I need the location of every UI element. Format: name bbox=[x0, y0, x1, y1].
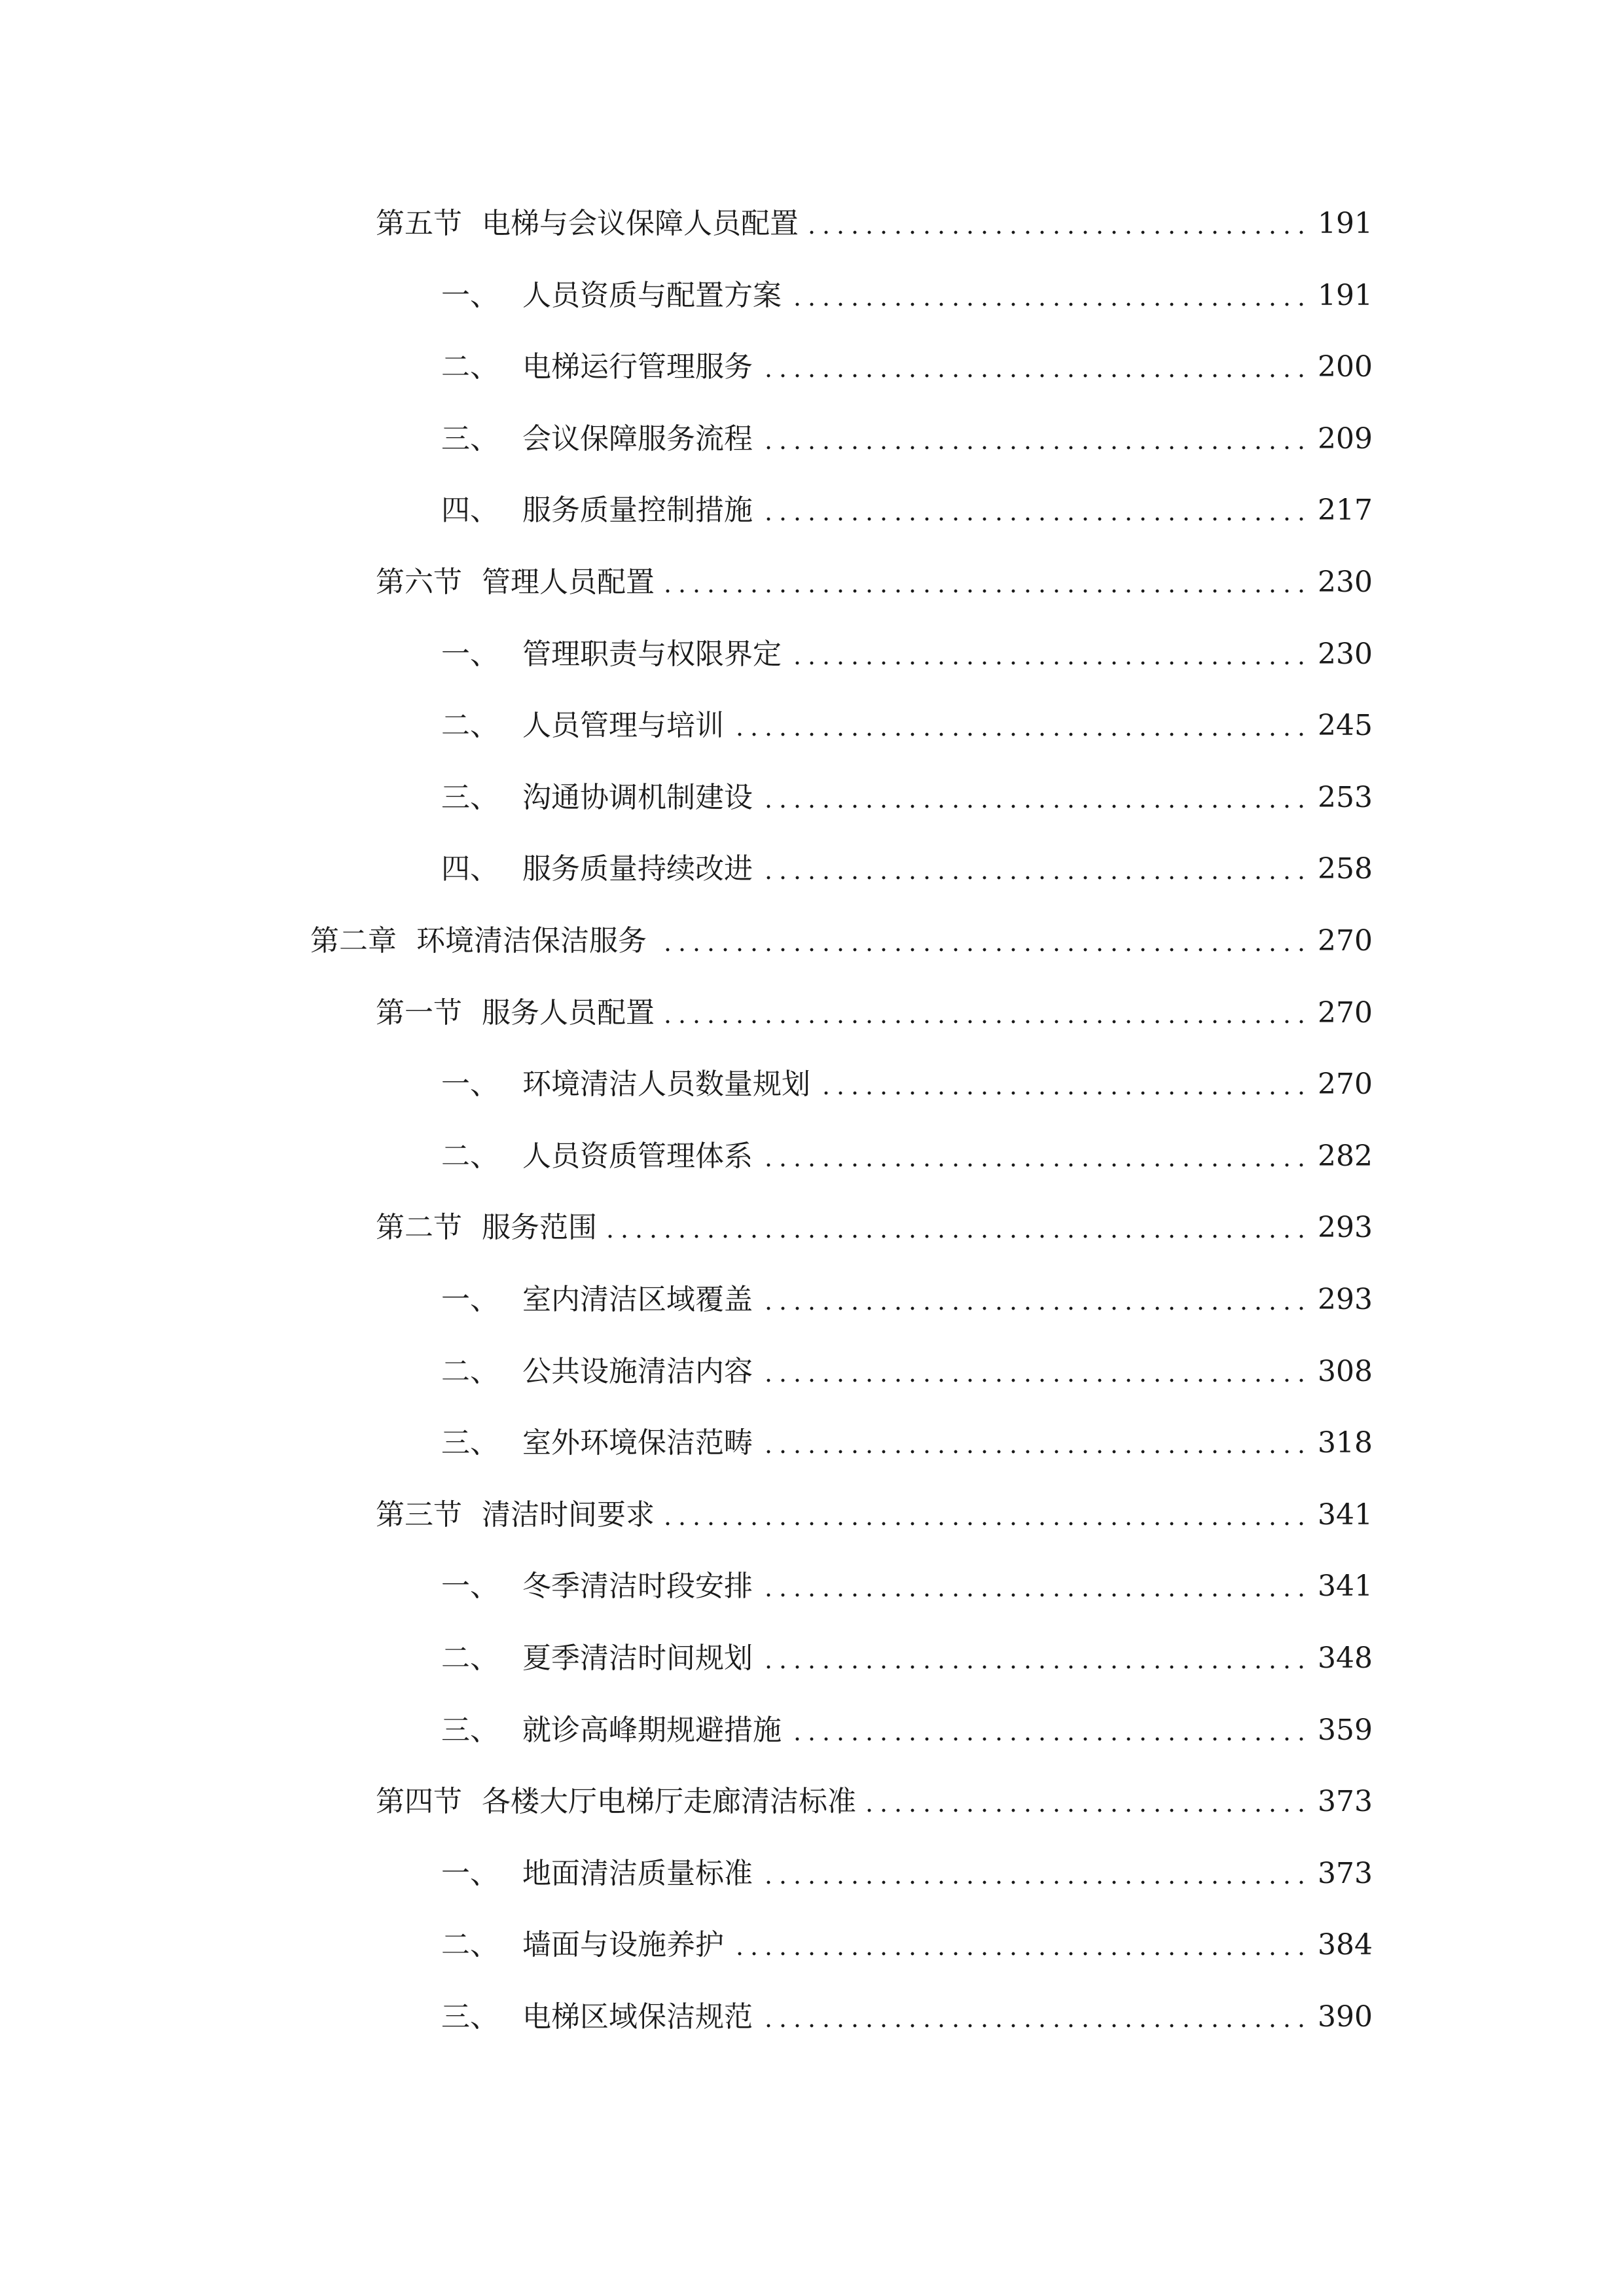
toc-entry[interactable] bbox=[441, 1624, 1373, 1677]
toc-entry-number: 第五节 bbox=[376, 207, 462, 240]
dot-leader bbox=[762, 1593, 1308, 1597]
toc-entry[interactable] bbox=[441, 1552, 1373, 1605]
toc-entry-title: 电梯运行管理服务 bbox=[522, 350, 753, 384]
toc-entry-page-number: 270 bbox=[1318, 924, 1373, 958]
toc-entry[interactable] bbox=[441, 1840, 1373, 1892]
toc-entry-title: 沟通协调机制建设 bbox=[522, 780, 753, 814]
toc-entry-page-number: 318 bbox=[1318, 1426, 1373, 1460]
toc-entry-page-number: 282 bbox=[1318, 1139, 1373, 1173]
toc-entry-page-number: 217 bbox=[1318, 493, 1373, 528]
toc-entry-page-number: 258 bbox=[1318, 852, 1373, 886]
toc-entry-number: 一、 bbox=[441, 637, 499, 671]
toc-entry-page-number: 373 bbox=[1318, 1856, 1373, 1890]
toc-entry-number: 第三节 bbox=[376, 1498, 462, 1532]
toc-entry-title: 会议保障服务流程 bbox=[522, 422, 753, 456]
toc-entry[interactable] bbox=[441, 1338, 1373, 1390]
dot-leader bbox=[664, 1522, 1308, 1526]
toc-entry-title: 服务范围 bbox=[482, 1211, 597, 1245]
toc-entry-title: 电梯区域保洁规范 bbox=[522, 2000, 753, 2034]
dot-leader bbox=[733, 1952, 1308, 1956]
dot-leader bbox=[656, 948, 1308, 952]
toc-entry-page-number: 341 bbox=[1318, 1498, 1373, 1532]
toc-entry[interactable] bbox=[441, 405, 1373, 457]
dot-leader bbox=[762, 1163, 1308, 1167]
toc-entry-title: 服务人员配置 bbox=[482, 996, 655, 1030]
toc-entry-page-number: 293 bbox=[1318, 1211, 1373, 1245]
toc-entry-number: 一、 bbox=[441, 1856, 499, 1890]
toc-entry-number: 二、 bbox=[441, 1354, 499, 1388]
toc-entry-page-number: 253 bbox=[1318, 780, 1373, 814]
toc-entry-title: 地面清洁质量标准 bbox=[522, 1856, 753, 1890]
dot-leader bbox=[791, 661, 1308, 665]
dot-leader bbox=[865, 1808, 1308, 1812]
toc-entry-number: 第一节 bbox=[376, 996, 462, 1030]
toc-entry-title: 环境清洁保洁服务 bbox=[416, 924, 647, 958]
dot-leader bbox=[606, 1234, 1308, 1238]
toc-entry-title: 人员资质与配置方案 bbox=[522, 278, 782, 312]
toc-entry-page-number: 384 bbox=[1318, 1928, 1373, 1962]
toc-entry-title: 冬季清洁时段安排 bbox=[522, 1570, 753, 1604]
toc-entry[interactable] bbox=[441, 1122, 1373, 1175]
toc-entry-page-number: 200 bbox=[1318, 350, 1373, 384]
toc-entry[interactable] bbox=[441, 1983, 1373, 2036]
toc-entry-number: 二、 bbox=[441, 350, 499, 384]
toc-entry[interactable] bbox=[441, 1911, 1373, 1964]
toc-entry[interactable] bbox=[376, 1481, 1373, 1534]
toc-entry[interactable] bbox=[441, 1050, 1373, 1103]
toc-entry-page-number: 230 bbox=[1318, 565, 1373, 599]
toc-entry-number: 四、 bbox=[441, 852, 499, 886]
toc-entry[interactable] bbox=[376, 190, 1373, 242]
toc-entry[interactable] bbox=[310, 907, 1373, 960]
toc-entry-number: 一、 bbox=[441, 1570, 499, 1604]
toc-entry[interactable] bbox=[376, 979, 1373, 1031]
toc-entry[interactable] bbox=[376, 548, 1373, 601]
toc-entry-title: 人员资质管理体系 bbox=[522, 1139, 753, 1173]
dot-leader bbox=[762, 374, 1308, 378]
toc-entry-title: 服务质量持续改进 bbox=[522, 852, 753, 886]
dot-leader bbox=[762, 1450, 1308, 1454]
toc-entry-title: 服务质量控制措施 bbox=[522, 493, 753, 528]
toc-entry-title: 电梯与会议保障人员配置 bbox=[482, 207, 799, 240]
toc-entry[interactable] bbox=[441, 835, 1373, 888]
toc-entry-title: 环境清洁人员数量规划 bbox=[522, 1067, 810, 1102]
toc-entry-title: 就诊高峰期规避措施 bbox=[522, 1713, 782, 1747]
toc-entry[interactable] bbox=[376, 1768, 1373, 1820]
toc-entry-title: 夏季清洁时间规划 bbox=[522, 1641, 753, 1675]
toc-entry[interactable] bbox=[441, 620, 1373, 673]
toc-entry-number: 二、 bbox=[441, 1641, 499, 1675]
toc-entry-number: 三、 bbox=[441, 1426, 499, 1460]
toc-entry-title: 管理人员配置 bbox=[482, 565, 655, 599]
toc-entry-title: 管理职责与权限界定 bbox=[522, 637, 782, 671]
toc-entry-number: 二、 bbox=[441, 1928, 499, 1962]
toc-entry-number: 第四节 bbox=[376, 1785, 462, 1819]
dot-leader bbox=[762, 876, 1308, 880]
dot-leader bbox=[762, 1880, 1308, 1884]
toc-entry-page-number: 230 bbox=[1318, 637, 1373, 671]
toc-entry-page-number: 191 bbox=[1318, 278, 1373, 312]
toc-entry-number: 第二章 bbox=[310, 924, 397, 958]
dot-leader bbox=[762, 2024, 1308, 2028]
dot-leader bbox=[762, 1306, 1308, 1310]
toc-entry-page-number: 390 bbox=[1318, 2000, 1373, 2034]
toc-entry-number: 二、 bbox=[441, 1139, 499, 1173]
toc-entry-number: 一、 bbox=[441, 1067, 499, 1102]
toc-entry-title: 人员管理与培训 bbox=[522, 709, 724, 743]
toc-entry-number: 二、 bbox=[441, 709, 499, 743]
toc-entry-page-number: 341 bbox=[1318, 1570, 1373, 1604]
toc-entry[interactable] bbox=[441, 262, 1373, 314]
toc-entry-title: 室内清洁区域覆盖 bbox=[522, 1283, 753, 1316]
toc-entry[interactable] bbox=[376, 1194, 1373, 1246]
toc-entry-number: 一、 bbox=[441, 1283, 499, 1316]
dot-leader bbox=[808, 230, 1308, 234]
dot-leader bbox=[762, 517, 1308, 521]
toc-entry-number: 三、 bbox=[441, 2000, 499, 2034]
toc-entry-page-number: 270 bbox=[1318, 996, 1373, 1030]
dot-leader bbox=[791, 1737, 1308, 1741]
toc-entry-number: 第二节 bbox=[376, 1211, 462, 1245]
toc-entry[interactable] bbox=[441, 333, 1373, 386]
toc-entry[interactable] bbox=[441, 764, 1373, 816]
toc-entry-page-number: 308 bbox=[1318, 1354, 1373, 1388]
toc-entry-page-number: 245 bbox=[1318, 709, 1373, 743]
dot-leader bbox=[791, 302, 1308, 306]
dot-leader bbox=[762, 446, 1308, 450]
toc-entry[interactable] bbox=[441, 692, 1373, 744]
toc-entry-page-number: 359 bbox=[1318, 1713, 1373, 1747]
toc-entry-page-number: 191 bbox=[1318, 207, 1373, 240]
toc-entry-number: 三、 bbox=[441, 780, 499, 814]
dot-leader bbox=[733, 732, 1308, 736]
dot-leader bbox=[664, 589, 1308, 593]
dot-leader bbox=[762, 804, 1308, 808]
toc-entry[interactable] bbox=[441, 476, 1373, 529]
dot-leader bbox=[762, 1378, 1308, 1382]
toc-entry-page-number: 293 bbox=[1318, 1283, 1373, 1316]
toc-entry-page-number: 270 bbox=[1318, 1067, 1373, 1102]
toc-entry-page-number: 209 bbox=[1318, 422, 1373, 456]
dot-leader bbox=[820, 1091, 1308, 1095]
toc-entry-number: 一、 bbox=[441, 278, 499, 312]
toc-entry-title: 墙面与设施养护 bbox=[522, 1928, 724, 1962]
toc-entry-title: 清洁时间要求 bbox=[482, 1498, 655, 1532]
toc-entry[interactable] bbox=[441, 1409, 1373, 1462]
toc-entry-number: 三、 bbox=[441, 422, 499, 456]
toc-entry[interactable] bbox=[441, 1696, 1373, 1749]
toc-entry-page-number: 373 bbox=[1318, 1785, 1373, 1819]
toc-entry-title: 公共设施清洁内容 bbox=[522, 1354, 753, 1388]
toc-entry-number: 第六节 bbox=[376, 565, 462, 599]
dot-leader bbox=[664, 1020, 1308, 1024]
toc-entry-number: 三、 bbox=[441, 1713, 499, 1747]
toc-entry-title: 各楼大厅电梯厅走廊清洁标准 bbox=[482, 1785, 856, 1819]
toc-entry-page-number: 348 bbox=[1318, 1641, 1373, 1675]
toc-entry[interactable] bbox=[441, 1266, 1373, 1318]
toc-entry-number: 四、 bbox=[441, 493, 499, 528]
toc-entry-title: 室外环境保洁范畴 bbox=[522, 1426, 753, 1460]
dot-leader bbox=[762, 1665, 1308, 1669]
